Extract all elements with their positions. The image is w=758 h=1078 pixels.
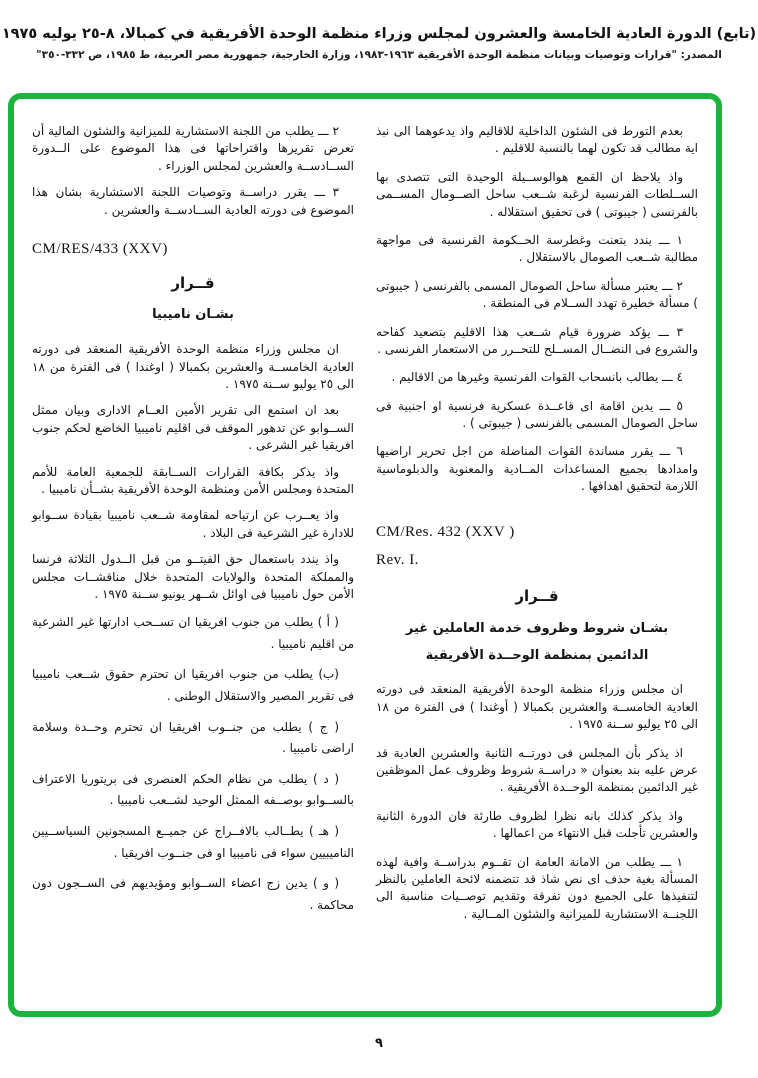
lettered-clause: ( د ) يطلب من نظام الحكم العنصرى فى بريتوريا الاعتراف بالســوابو بوصــفه الممثل الوحيد لشــعب ناميبيا .: [32, 771, 354, 808]
page-number: ٩: [375, 1036, 383, 1051]
paragraph: واذ يذكر بكافة القرارات الســابقة للجمعية العامة للأمم المتحدة ومجلس الأمن ومنظمة الوحدة الأفريقية بشــأن ناميبيا .: [32, 464, 354, 496]
resolution-ref-code: CM/Res. 432 (XXV ): [376, 523, 515, 540]
paragraph: ان مجلس وزراء منظمة الوحدة الأفريقية المنعقد فى دورته العادية الخامســة والعشرين بكمبالا ( أوغندا ) فى الفترة من ١٨ الى ٢٥ يوليو ســنة ١٩٧٥ .: [376, 682, 698, 732]
numbered-clause: ١ ـــ يندد بتعنت وغطرسة الحــكومة الفرنسية فى مواجهة مطالبة شــعب الصومال بالاستقلال .: [376, 232, 698, 265]
numbered-clause: ٢ ـــ يعتبر مسألة ساحل الصومال المسمى بالفرنسى ( جيبوتى ) مسألة خطيرة تهدد الســلام فى المنطقة .: [376, 278, 698, 311]
lettered-clause: ( أ ) يطلب من جنوب افريقيا ان تســحب ادارتها غير الشرعية من اقليم ناميبيا .: [32, 615, 354, 651]
resolution-reference-433: [32, 239, 354, 261]
resolution-title: قــرار: [515, 587, 559, 606]
two-column-layout: [32, 123, 698, 999]
numbered-clause: ٦ ـــ يقرر مساندة القوات المناضلة من اجل تحرير اراضيها وامدادها بجميع المساعدات المــادية والمعنوية والدبلوماسية اللازمة لتحقيق اهدافها .: [376, 444, 698, 494]
numbered-clause: ٣ ـــ يؤكد ضرورة قيام شــعب هذا الاقليم بتصعيد كفاحه والشروع فى النضــال المســلح للتحــرر من الاستعمار الفرنسى .: [376, 324, 698, 356]
numbered-clause: ٤ ـــ يطالب بانسحاب القوات الفرنسية وغيرها من الاقاليم .: [391, 370, 683, 385]
numbered-clause: ٢ ـــ يطلب من اللجنة الاستشارية للميزانية والشئون المالية أن تعرض تقريرها واقتراحاتها فى هذا الموضوع على الــدورة الســادســة والعشرين لمجلس الوزراء .: [32, 124, 354, 173]
resolution-subtitle-line1: بشـان شروط وظروف خدمة العاملين غير: [405, 620, 669, 636]
lettered-clause: (ب) يطلب من جنوب افريقيا ان تحترم حقوق شــعب ناميبيا فى تقرير المصير والاستقلال الوطنى .: [32, 667, 354, 704]
numbered-clause: ٣ ـــ يقرر دراســة وتوصيات اللجنة الاستشارية بشان هذا الموضوع فى دورته العادية الســادســة والعشرين .: [32, 185, 354, 217]
resolution-title: قــرار: [171, 273, 215, 292]
paragraph: واذ يعــرب عن ارتياحه لمقاومة شــعب ناميبيا بقيادة ســوابو للادارة غير الشرعية فى البلاد .: [32, 508, 354, 540]
lettered-clause: ( ج ) يطلب من جنــوب افريقيا ان تحترم وحــدة وسلامة اراضى ناميبيا .: [32, 719, 354, 756]
numbered-clause: ٥ ـــ يدين اقامة اى قاعــدة عسكرية فرنسية او اجنبية فى ساحل الصومال المسمى بالفرنسى ( جيبوتى ) .: [376, 398, 698, 431]
paragraph: بعدم التورط فى الشئون الداخلية للاقاليم واذ يدعوهما الى نبذ اية مطالب قد تكون لهما بالنسبة للاقليم .: [376, 124, 698, 156]
paragraph: واذ يندد باستعمال حق الفيتــو من قبل الــدول الثلاثة فرنسا والمملكة المتحدة والولايات المتحدة خلال مناقشــات مجلس الأمن حول ناميبيا فى اوائل شــهر يونيو ســنة ١٩٧٥ .: [32, 552, 354, 601]
lettered-clause: ( و ) يدين زج اعضاء الســوابو ومؤيديهم فى الســجون دون محاكمة .: [32, 876, 354, 912]
paragraph: واذ يلاحظ ان القمع هوالوســيلة الوحيدة التى تتصدى بها الســلطات الفرنسية لرغبة شــعب ساحل الصــومال المســمى بالفرنسى ( جيبوتى ) فى تحقيق استقلاله .: [376, 169, 698, 219]
resolution-reference-432: [376, 522, 698, 573]
column-left: [32, 123, 354, 999]
resolution-ref-revision: Rev. I.: [376, 552, 419, 569]
page-header: [0, 24, 758, 61]
content-border-box: [8, 93, 722, 1017]
paragraph: اذ يذكر بأن المجلس فى دورتــه الثانية والعشرين العادية قد عرض عليه بند بعنوان « دراســة شروط وظروف عمل الموظفين غير الدائمين بمنظمة الوحــدة الأفريقية .: [376, 745, 698, 795]
lettered-clause: ( هـ ) يطــالب بالافــراج عن جميــع المسجونين السياســيين الناميبيين سواء فى ناميبيا او فى جنــوب افريقيا .: [32, 824, 354, 860]
paragraph: واذ يذكر كذلك بانه نظرا لظروف طارئة فان الدورة الثانية والعشرين تأجلت قبل الانتهاء من اعمالها .: [376, 808, 698, 841]
column-right: [376, 123, 698, 999]
paragraph: بعد ان استمع الى تقرير الأمين العــام الادارى وبيان ممثل الســوابو عن تدهور الموقف فى اقليم ناميبيا الخاضع لحكم جنوب افريقيا غير الشرعى .: [32, 403, 354, 453]
resolution-subtitle-line2: الدائمين بمنظمة الوحــدة الأفريقية: [425, 647, 649, 663]
paragraph: ان مجلس وزراء منظمة الوحدة الأفريقية المنعقد فى دورته العادية الخامســة والعشرين بكمبالا ( اوغندا ) فى الفترة من ١٨ الى ٢٥ يوليو ســنة ١٩٧٥ .: [32, 342, 354, 391]
numbered-clause: ١ ـــ يطلب من الامانة العامة ان تقــوم بدراســة وافية لهذه المسألة بغية حذف اى نص شاذ قد تتضمنه لائحة العاملين بالنظر لتنفيذها على الجميع دون تفرقة وتقديم توصــيات مناسبة الى اللجنــة الاستشارية للميزانية والشئون المــالية .: [376, 854, 698, 921]
document-title: (تابع) الدورة العادية الخامسة والعشرون لمجلس وزراء منظمة الوحدة الأفريقية في كمبالا، ٨-٢٥ يوليه ١٩٧٥: [1, 26, 757, 42]
resolution-ref-code: CM/RES/433 (XXV): [32, 240, 168, 257]
document-source-line: المصدر: "قرارات وتوصيات وبيانات منظمة الوحدة الأفريقية ١٩٦٣-١٩٨٣، وزارة الخارجية، جمهورية مصر العربية، ط ١٩٨٥، ص ٣٣٢-٣٥٠": [36, 49, 722, 62]
resolution-subtitle: بشـان ناميبيا: [152, 307, 234, 323]
